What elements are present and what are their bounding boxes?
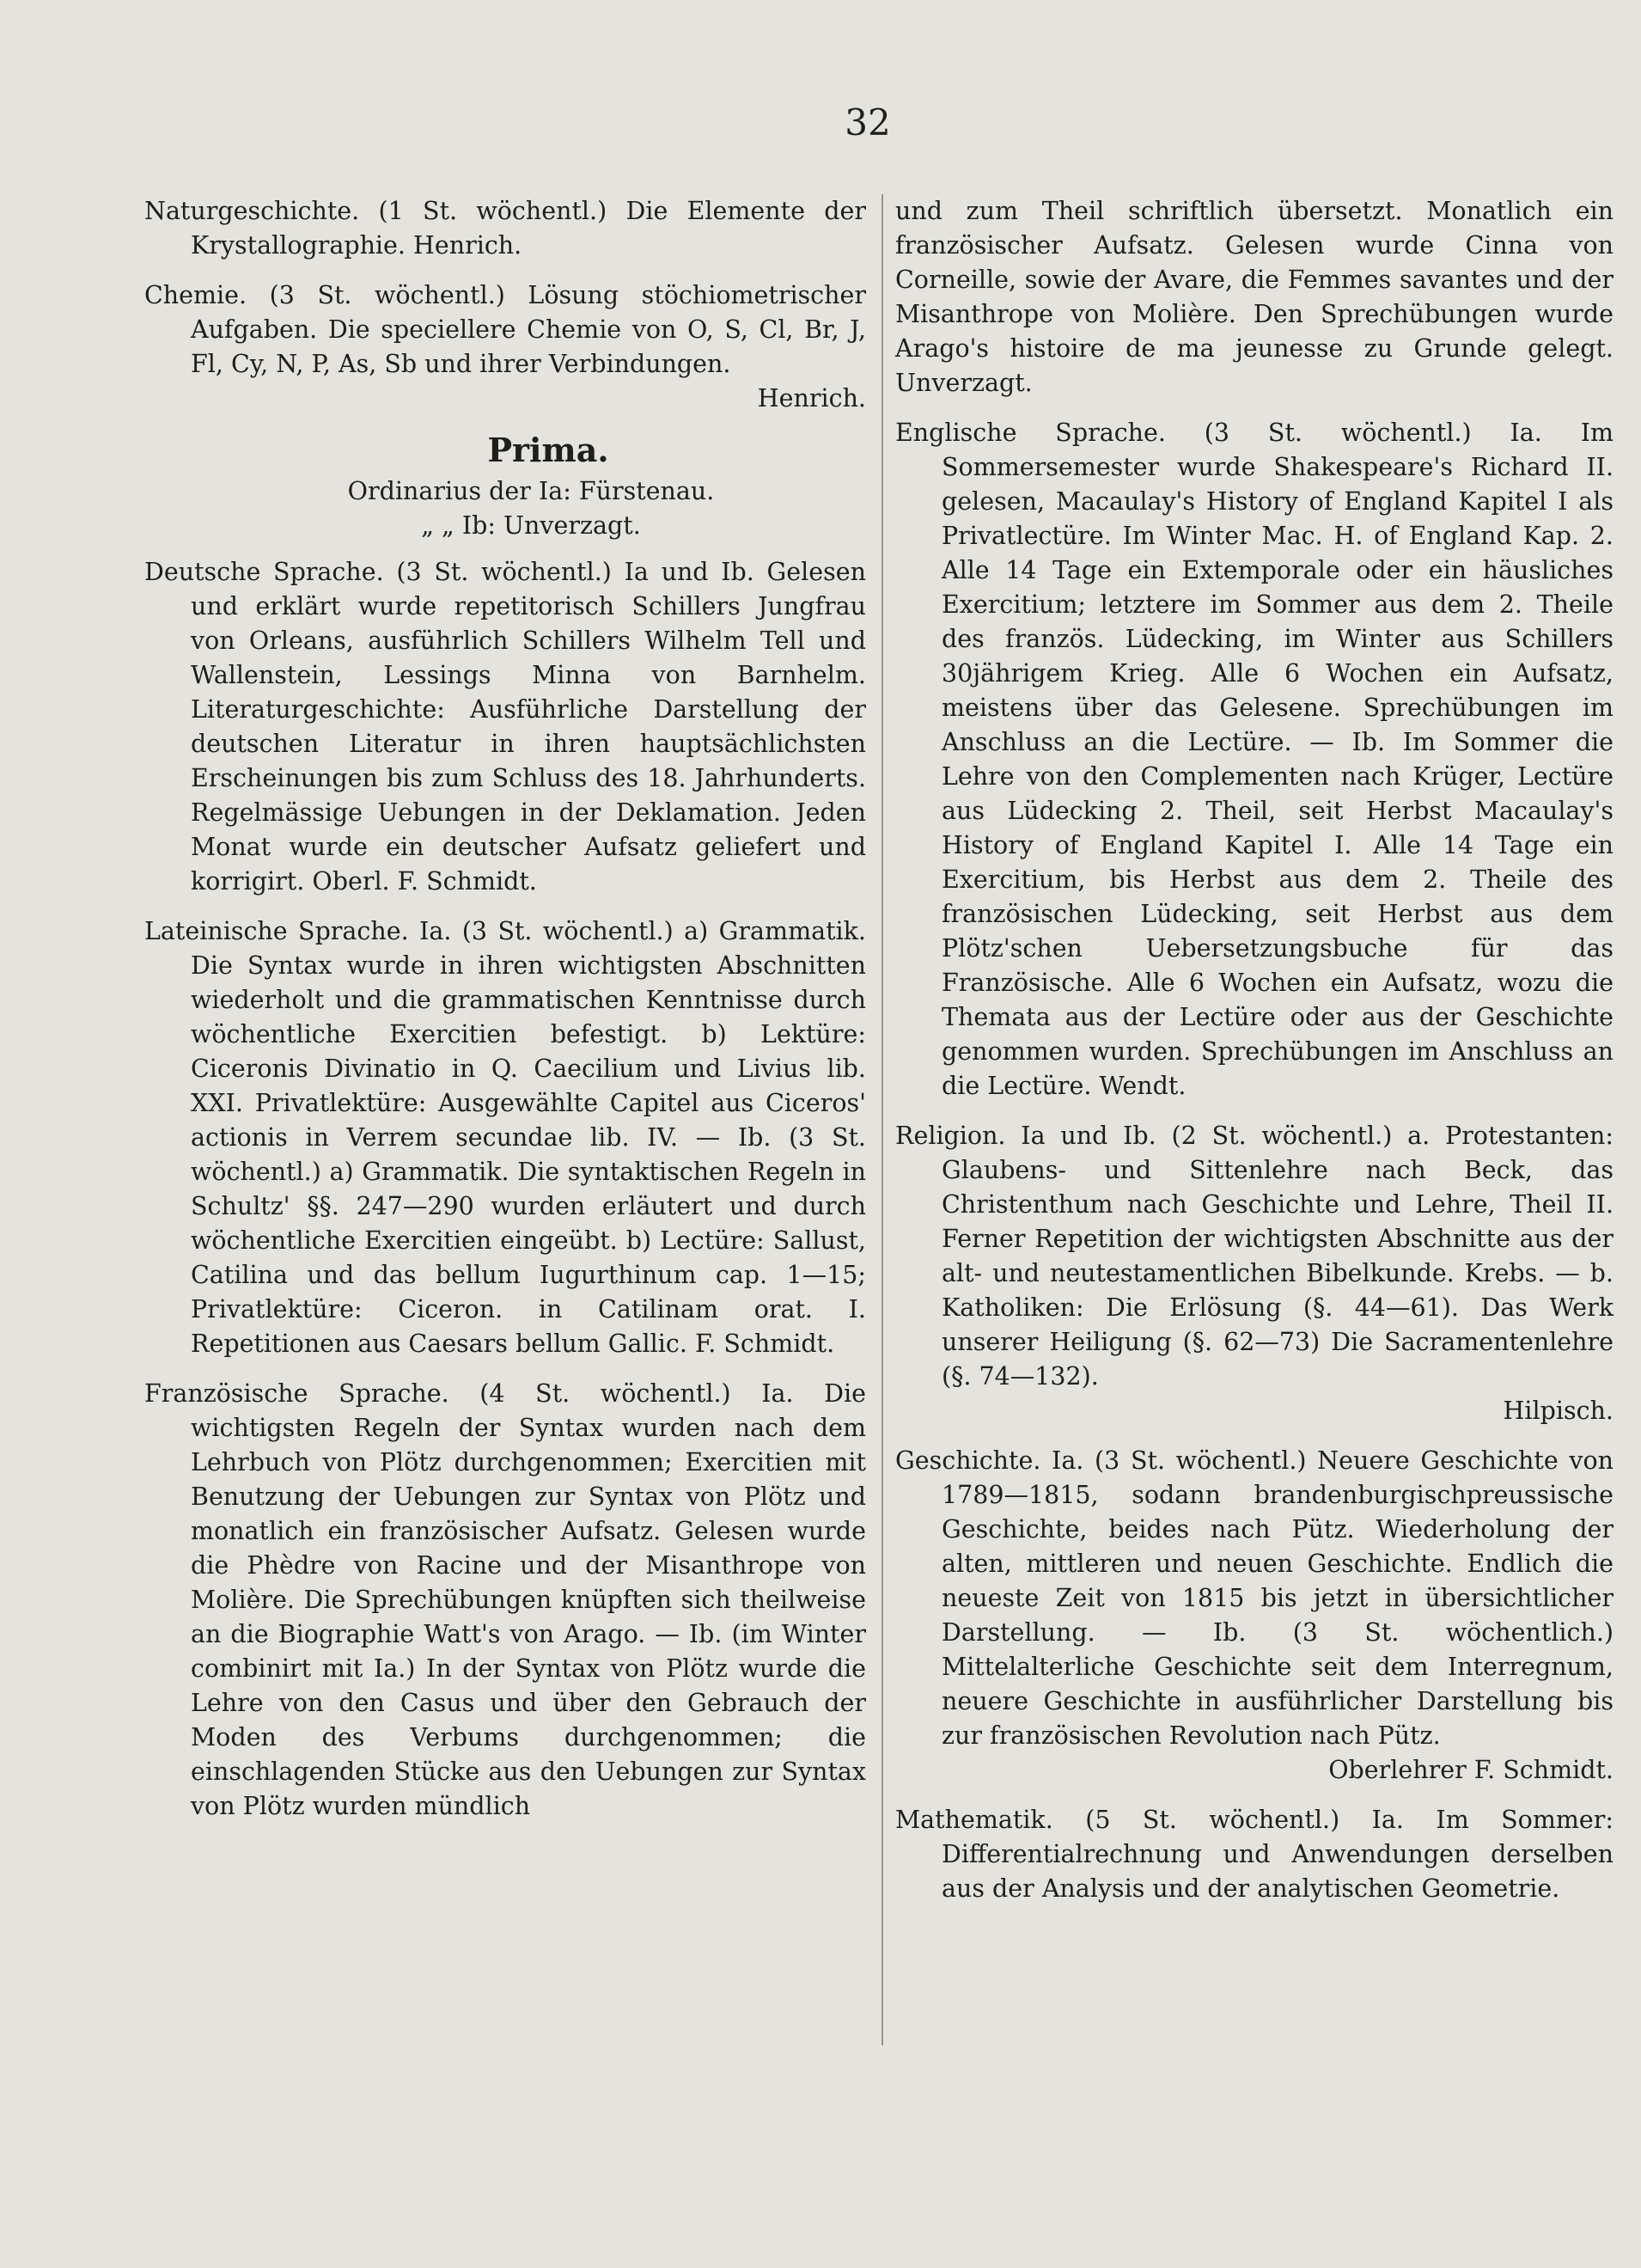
entry-geschichte: Geschichte. Ia. (3 St. wöchentl.) Neuere Geschichte von 1789—1815, sodann brandenburgischpreussische Geschichte, beides nach Pütz. Wiederholung der alten, mittleren und neuen Geschichte. Endlich die neueste Zeit von 1815 bis jetzt in übersichtlicher Darstellung. — Ib. (3 St. wöchentlich.) Mittelalterliche Geschichte seit dem Interregnum, neuere Geschichte in ausführlicher Darstellung bis zur französischen Revolution nach Pütz. [895,1446,1614,1750]
ordinarius-ia: Ordinarius der Ia: Fürstenau. [347,477,715,505]
entry-religion: Religion. Ia und Ib. (2 St. wöchentl.) a. Protestanten: Glaubens- und Sittenlehre nach Beck, das Christenthum nach Geschichte und Lehre, Theil II. Ferner Repetition der wichtigsten Abschnitte aus der alt- und neutestamentlichen Bibelkunde. Krebs. — b. Katholiken: Die Erlösung (§. 44—61). Das Werk unserer Heiligung (§. 62—73) Die Sacramentenlehre (§. 74—132). [895,1122,1614,1391]
entry-deutsche-sprache: Deutsche Sprache. (3 St. wöchentl.) Ia und Ib. Gelesen und erklärt wurde repetitorisch Schillers Jungfrau von Orleans, ausführlich Schillers Wilhelm Tell und Wallenstein, Lessings Minna von Barnhelm. Literaturgeschichte: Ausführliche Darstellung der deutschen Literatur in ihren hauptsächlichsten Erscheinungen bis zum Schluss des 18. Jahrhunderts. Regelmässige Uebungen in der Deklamation. Jeden Monat wurde ein deutscher Aufsatz geliefert und korrigirt. Oberl. F. Schmidt. [144,558,866,896]
entry-mathematik: Mathematik. (5 St. wöchentl.) Ia. Im Sommer: Differentialrechnung und Anwendungen derselben aus der Analysis und der analytischen Geometrie. [895,1806,1614,1903]
teacher-religion: Hilpisch. [1503,1397,1614,1425]
right-column [895,194,1614,1922]
page-number: 32 [845,101,891,144]
entry-franzoesische-sprache-continued: und zum Theil schriftlich übersetzt. Monatlich ein französischer Aufsatz. Gelesen wurde Cinna von Corneille, sowie der Avare, die Femmes savantes und der Misanthrope von Molière. Den Sprechübungen wurde Arago's histoire de ma jeunesse zu Grunde gelegt. Unverzagt. [895,197,1614,397]
teacher-geschichte: Oberlehrer F. Schmidt. [1328,1756,1614,1784]
column-divider [882,194,883,2045]
entry-chemie: Chemie. (3 St. wöchentl.) Lösung stöchiometrischer Aufgaben. Die speciellere Chemie von O, S, Cl, Br, J, Fl, Cy, N, P, As, Sb und ihrer Verbindungen. [144,281,866,378]
entry-englische-sprache: Englische Sprache. (3 St. wöchentl.) Ia. Im Sommersemester wurde Shakespeare's Richard II. gelesen, Macaulay's History of England Kapitel I als Privatlectüre. Im Winter Mac. H. of England Kap. 2. Alle 14 Tage ein Extemporale oder ein häusliches Exercitium; letztere im Sommer aus dem 2. Theile des französ. Lüdecking, im Winter aus Schillers 30jährigem Krieg. Alle 6 Wochen ein Aufsatz, meistens über das Gelesene. Sprechübungen im Anschluss an die Lectüre. — Ib. Im Sommer die Lehre von den Complementen nach Krüger, Lectüre aus Lüdecking 2. Theil, seit Herbst Macaulay's History of England Kapitel I. Alle 14 Tage ein Exercitium, bis Herbst aus dem 2. Theile des französischen Lüdecking, seit Herbst aus dem Plötz'schen Uebersetzungsbuche für das Französische. Alle 6 Wochen ein Aufsatz, wozu die Themata aus der Lectüre oder aus der Geschichte genommen wurden. Sprechübungen im Anschluss an die Lectüre. Wendt. [895,419,1614,1100]
entry-naturgeschichte: Naturgeschichte. (1 St. wöchentl.) Die Elemente der Krystallographie. Henrich. [144,197,866,260]
section-heading-prima: Prima. [487,431,609,469]
left-column [144,194,866,1839]
ordinarius-ib: „ „ Ib: Unverzagt. [421,511,641,540]
entry-franzoesische-sprache: Französische Sprache. (4 St. wöchentl.) Ia. Die wichtigsten Regeln der Syntax wurden nach dem Lehrbuch von Plötz durchgenommen; Exercitien mit Benutzung der Uebungen zur Syntax von Plötz und monatlich ein französischer Aufsatz. Gelesen wurde die Phèdre von Racine und der Misanthrope von Molière. Die Sprechübungen knüpften sich theilweise an die Biographie Watt's von Arago. — Ib. (im Winter combinirt mit Ia.) In der Syntax von Plötz wurde die Lehre von den Casus und über den Gebrauch der Moden des Verbums durchgenommen; die einschlagenden Stücke aus den Uebungen zur Syntax von Plötz wurden mündlich [144,1379,866,1820]
ordinarius-block [196,474,866,543]
entry-lateinische-sprache: Lateinische Sprache. Ia. (3 St. wöchentl.) a) Grammatik. Die Syntax wurde in ihren wichtigsten Abschnitten wiederholt und die grammatischen Kenntnisse durch wöchentliche Exercitien befestigt. b) Lektüre: Ciceronis Divinatio in Q. Caecilium und Livius lib. XXI. Privatlektüre: Ausgewählte Capitel aus Ciceros' actionis in Verrem secundae lib. IV. — Ib. (3 St. wöchentl.) a) Grammatik. Die syntaktischen Regeln in Schultz' §§. 247—290 wurden erläutert und durch wöchentliche Exercitien eingeübt. b) Lectüre: Sallust, Catilina und das bellum Iugurthinum cap. 1—15; Privatlektüre: Ciceron. in Catilinam orat. I. Repetitionen aus Caesars bellum Gallic. F. Schmidt. [144,917,866,1358]
teacher-chemie: Henrich. [757,384,866,413]
